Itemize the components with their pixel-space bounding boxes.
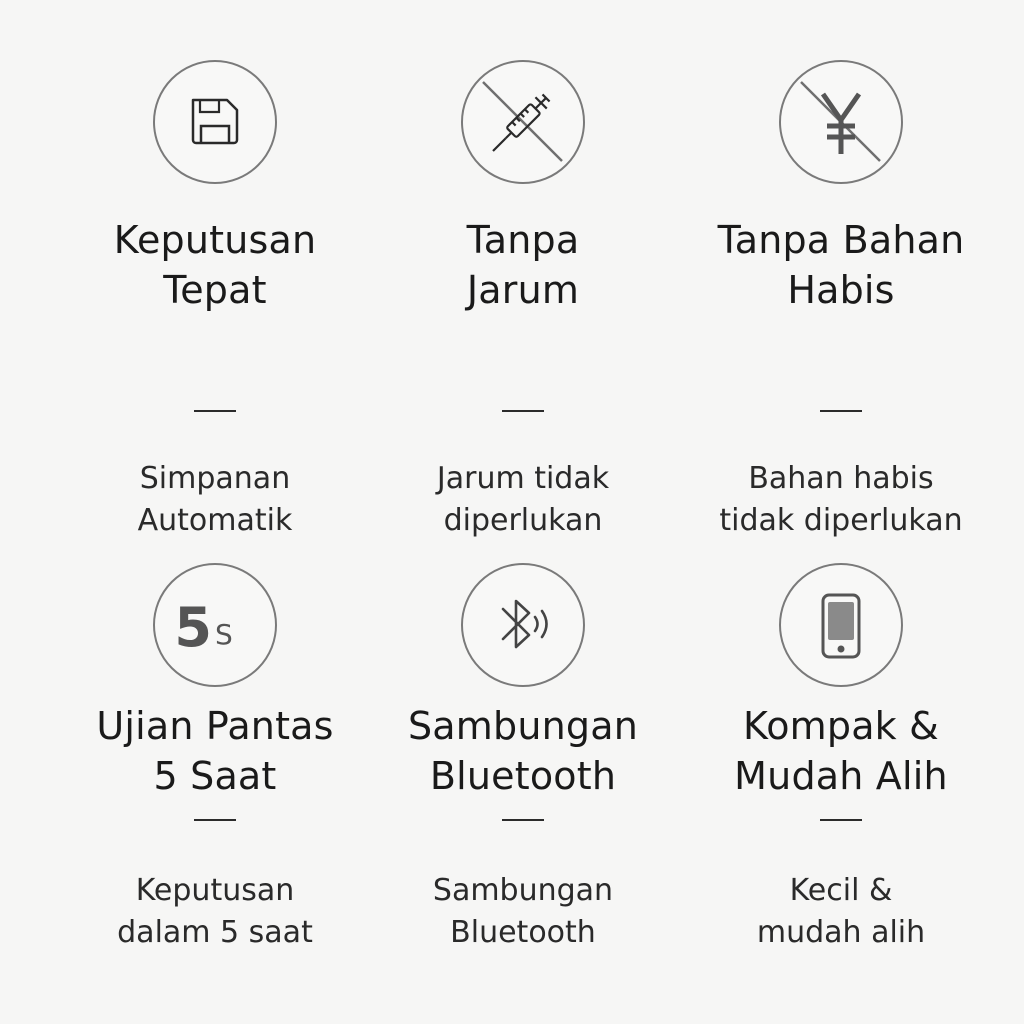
svg-text:5: 5: [174, 596, 212, 659]
bluetooth-icon: [461, 563, 585, 687]
divider: [502, 410, 544, 412]
svg-text:S: S: [215, 618, 233, 651]
feature-description: Sambungan Bluetooth: [432, 873, 614, 950]
feature-description: Simpanan Automatik: [137, 461, 293, 538]
floppy-disk-icon: [153, 60, 277, 184]
feature-title: Sambungan Bluetooth: [407, 704, 638, 798]
feature-title: Ujian Pantas 5 Saat: [96, 704, 334, 798]
feature-description: Bahan habis tidak diperlukan: [719, 461, 963, 538]
feature-title: Kompak & Mudah Alih: [734, 704, 948, 798]
divider: [820, 819, 862, 821]
divider: [194, 410, 236, 412]
divider: [194, 819, 236, 821]
no-syringe-icon: [461, 60, 585, 184]
no-yen-icon: [779, 60, 903, 184]
feature-description: Jarum tidak diperlukan: [436, 461, 610, 538]
divider: [502, 819, 544, 821]
feature-description: Kecil & mudah alih: [756, 873, 926, 950]
divider: [820, 410, 862, 412]
mobile-phone-icon: [779, 563, 903, 687]
feature-description: Keputusan dalam 5 saat: [117, 873, 313, 950]
feature-title: Tanpa Jarum: [466, 218, 580, 312]
feature-title: Keputusan Tepat: [113, 218, 317, 312]
feature-title: Tanpa Bahan Habis: [717, 218, 965, 312]
five-seconds-icon: [153, 563, 277, 687]
